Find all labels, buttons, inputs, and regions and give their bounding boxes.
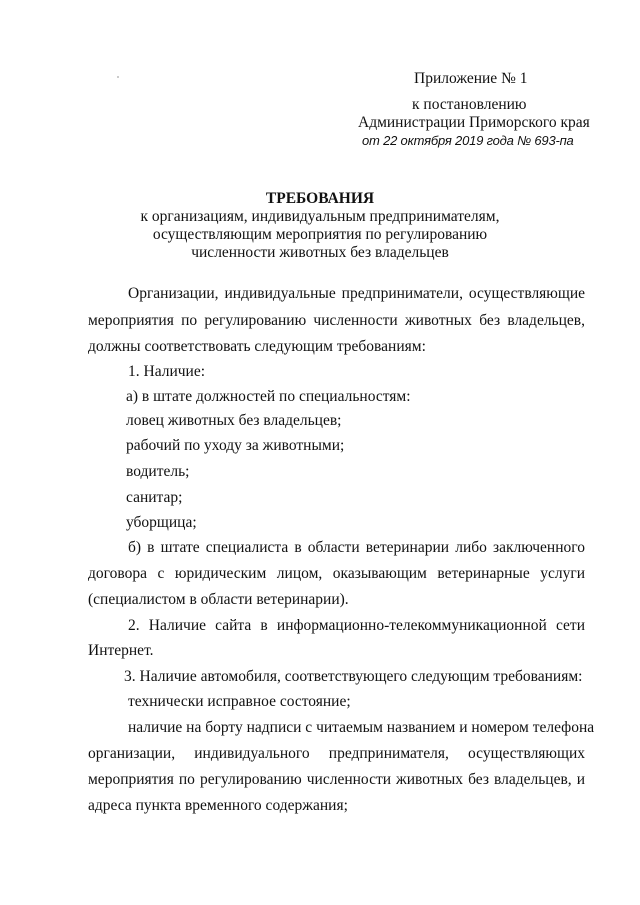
requirement-technical-condition: технически исправное состояние; <box>128 693 351 710</box>
item-1b-line-2: договора с юридическим лицом, оказывающим ветеринарные услуги <box>88 565 585 582</box>
item-1a: а) в штате должностей по специальностям: <box>126 388 411 405</box>
paragraph-1-line-1: Организации, индивидуальные предприниматели, осуществляющие <box>128 285 585 302</box>
document-title: ТРЕБОВАНИЯ <box>265 190 375 207</box>
requirement-inscription-line-3: мероприятия по регулированию численности животных без владельцев, и <box>88 771 585 788</box>
administration-label: Администрации Приморского края <box>358 114 590 131</box>
item-2-line-1: 2. Наличие сайта в информационно-телекоммуникационной сети <box>128 617 585 634</box>
position-driver: водитель; <box>126 463 190 480</box>
resolution-label: к постановлению <box>412 96 527 113</box>
position-animal-care-worker: рабочий по уходу за животными; <box>126 437 345 454</box>
item-1b-line-3: (специалистом в области ветеринарии). <box>88 591 349 608</box>
resolution-date-number: от 22 октября 2019 года № 693-па <box>362 133 574 148</box>
item-1b-line-1: б) в штате специалиста в области ветеринарии либо заключенного <box>128 539 585 556</box>
item-2-line-2: Интернет. <box>88 642 154 659</box>
appendix-label: Приложение № 1 <box>414 70 528 87</box>
item-1: 1. Наличие: <box>128 363 206 380</box>
position-cleaner: уборщица; <box>126 514 197 531</box>
item-3: 3. Наличие автомобиля, соответствующего следующим требованиям: <box>124 668 583 685</box>
requirement-inscription-line-4: адреса пункта временного содержания; <box>88 797 348 814</box>
paragraph-1-line-2: мероприятия по регулированию численности животных без владельцев, <box>88 312 585 329</box>
position-orderly: санитар; <box>126 489 183 506</box>
requirement-inscription-line-2: организации, индивидуального предпринимателя, осуществляющих <box>88 745 585 762</box>
scan-speck <box>117 76 119 78</box>
subtitle-line-2: осуществляющим мероприятия по регулированию <box>152 226 488 243</box>
subtitle-line-1: к организациям, индивидуальным предпринимателям, <box>140 208 500 225</box>
requirement-inscription-line-1: наличие на борту надписи с читаемым названием и номером телефона <box>128 719 595 736</box>
position-catcher: ловец животных без владельцев; <box>126 412 342 429</box>
subtitle-line-3: численности животных без владельцев <box>191 244 449 261</box>
paragraph-1-line-3: должны соответствовать следующим требованиям: <box>88 338 426 355</box>
